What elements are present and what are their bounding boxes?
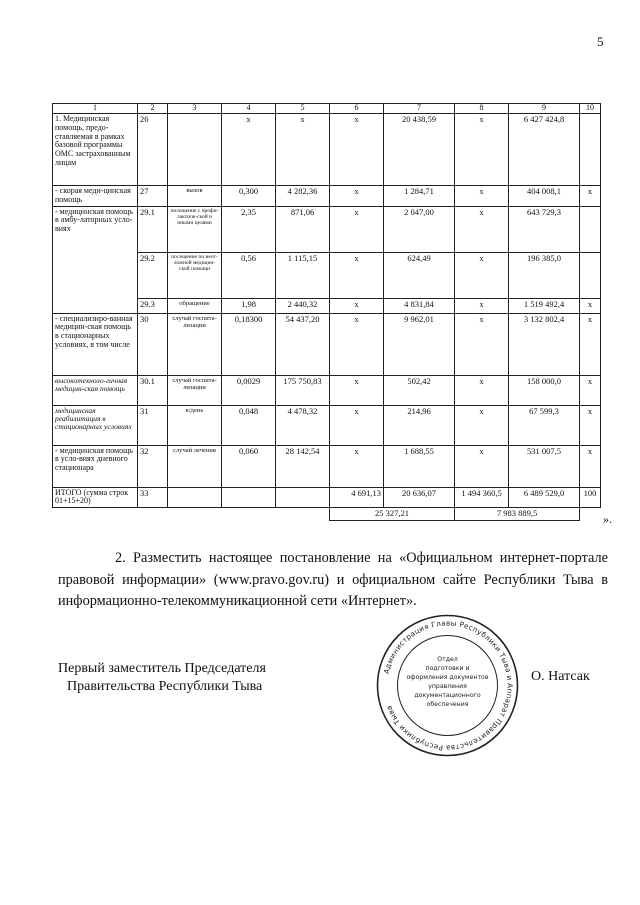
row-unit: случай лечения [168, 445, 222, 487]
row-name: медицинская реабилитация в стационарных условиях [53, 405, 138, 445]
cell: х [455, 206, 509, 252]
row-unit: посещение по неот-ложной медицин-ской помощи [168, 252, 222, 298]
cell: 4 831,84 [384, 298, 455, 313]
col-header: 9 [509, 104, 580, 114]
cell: 54 437,20 [276, 313, 330, 375]
cell [580, 252, 601, 298]
cell: 0,56 [222, 252, 276, 298]
grand-total-row [53, 508, 601, 521]
col-header: 6 [330, 104, 384, 114]
cell: х [580, 186, 601, 207]
row-unit: случай госпита-лизации [168, 375, 222, 405]
row-code: 31 [138, 405, 168, 445]
official-seal [375, 613, 520, 758]
row-code: 29.3 [138, 298, 168, 313]
row-name: ИТОГО (сумма строк 01+15+20) [53, 487, 138, 508]
position-line: Первый заместитель Председателя [58, 661, 266, 676]
cell: 0,060 [222, 445, 276, 487]
row-name: 1. Медицинская помощь, предо-ставляемая в рамках базовой программы ОМС застрахованным лицам [53, 114, 138, 186]
cell: х [330, 405, 384, 445]
row-code: 26 [138, 114, 168, 186]
cell: х [330, 252, 384, 298]
cell: 0,300 [222, 186, 276, 207]
seal-center-line: обеспечения [426, 701, 469, 708]
cell [53, 508, 330, 521]
row-name: - специализиро-ванная медицин-ская помощь в стационарных условиях, в том числе [53, 313, 138, 375]
closing-quote: ». [603, 512, 612, 526]
cell: 0,18300 [222, 313, 276, 375]
total-row [53, 487, 601, 508]
col-header: 3 [168, 104, 222, 114]
cell: х [330, 445, 384, 487]
cell: х [222, 114, 276, 186]
row-code: 33 [138, 487, 168, 508]
table-row [53, 375, 601, 405]
col-header: 5 [276, 104, 330, 114]
cell: 2,35 [222, 206, 276, 252]
cell: 2 440,32 [276, 298, 330, 313]
cell: х [455, 445, 509, 487]
col-header: 8 [455, 104, 509, 114]
cell: 9 962,01 [384, 313, 455, 375]
cell: 214,96 [384, 405, 455, 445]
row-name: - медицинская помощь в амбу-латорных усло-виях [53, 206, 138, 313]
table-header-row [53, 104, 601, 114]
cell: 1 688,55 [384, 445, 455, 487]
tariff-table [52, 103, 601, 521]
cell: 404 008,1 [509, 186, 580, 207]
cell: 2 047,00 [384, 206, 455, 252]
cell: х [330, 206, 384, 252]
cell: х [455, 313, 509, 375]
col-header: 2 [138, 104, 168, 114]
cell: 3 132 802,4 [509, 313, 580, 375]
cell: 20 636,07 [384, 487, 455, 508]
cell: х [455, 375, 509, 405]
signatory-position [58, 660, 266, 696]
seal-center-line: оформления документов [406, 674, 489, 681]
cell: х [330, 186, 384, 207]
table-row [53, 313, 601, 375]
cell: 100 [580, 487, 601, 508]
cell: х [580, 445, 601, 487]
cell: 1 284,71 [384, 186, 455, 207]
cell: х [455, 298, 509, 313]
cell: 1 519 492,4 [509, 298, 580, 313]
cell: 531 007,5 [509, 445, 580, 487]
cell: х [580, 313, 601, 375]
seal-center-line: документационного [414, 692, 481, 699]
cell: 196 385,0 [509, 252, 580, 298]
cell: 28 142,54 [276, 445, 330, 487]
seal-center-line: подготовки и [425, 665, 470, 672]
cell: х [330, 313, 384, 375]
row-unit [168, 487, 222, 508]
cell: 0,0029 [222, 375, 276, 405]
row-unit: случай госпита-лизации [168, 313, 222, 375]
signatory-name: О. Натсак [531, 669, 590, 684]
row-code: 29.1 [138, 206, 168, 252]
cell: х [455, 405, 509, 445]
cell: х [276, 114, 330, 186]
cell: х [330, 298, 384, 313]
cell: 158 000,0 [509, 375, 580, 405]
seal-ring-text: Администрация Главы Республики Тыва и Аппарат Правительства Республики Тыва [381, 618, 515, 753]
cell [580, 114, 601, 186]
table-row [53, 114, 601, 186]
cell: 871,06 [276, 206, 330, 252]
cell: х [330, 114, 384, 186]
cell: 4 282,36 [276, 186, 330, 207]
cell: 1 494 360,5 [455, 487, 509, 508]
table-row [53, 445, 601, 487]
cell: 6 427 424,8 [509, 114, 580, 186]
cell: 502,42 [384, 375, 455, 405]
position-line: Правительства Республики Тыва [67, 679, 263, 694]
cell: 1,98 [222, 298, 276, 313]
resolution-paragraph: 2. Разместить настоящее постановление на «Официальном интернет-портале правовой информации» (www.pravo.gov.ru) и официальном сайте Республики Тыва в информационно-телекоммуникационной сети «Интернет». [58, 550, 608, 609]
cell: х [455, 252, 509, 298]
cell [276, 487, 330, 508]
col-header: 7 [384, 104, 455, 114]
row-unit: обращение [168, 298, 222, 313]
col-header: 10 [580, 104, 601, 114]
row-code: 30 [138, 313, 168, 375]
row-code: 30.1 [138, 375, 168, 405]
cell: 6 489 529,0 [509, 487, 580, 508]
cell: 175 750,83 [276, 375, 330, 405]
seal-center-line: Отдел [437, 656, 458, 663]
row-unit: вызов [168, 186, 222, 207]
grand-total-sum: 7 983 889,5 [455, 508, 580, 521]
grand-total-sum: 25 327,21 [330, 508, 455, 521]
row-code: 29.2 [138, 252, 168, 298]
row-unit: к/день [168, 405, 222, 445]
table-row [53, 186, 601, 207]
col-header: 1 [53, 104, 138, 114]
page-number: 5 [597, 34, 604, 49]
row-unit: посещение с профи-лактиче-ской и иными целями [168, 206, 222, 252]
seal-center-line: управления [428, 683, 467, 690]
col-header: 4 [222, 104, 276, 114]
cell: х [455, 186, 509, 207]
cell: 1 115,15 [276, 252, 330, 298]
table-row [53, 405, 601, 445]
cell: х [580, 405, 601, 445]
cell: 0,048 [222, 405, 276, 445]
cell: 4 478,32 [276, 405, 330, 445]
cell: 643 729,3 [509, 206, 580, 252]
cell: х [580, 375, 601, 405]
row-unit [168, 114, 222, 186]
row-name: высокотехноло-гичная медицин-ская помощь [53, 375, 138, 405]
cell: х [455, 114, 509, 186]
row-name: - медицинская помощь в усло-виях дневного стационара [53, 445, 138, 487]
cell: х [580, 298, 601, 313]
cell: 20 438,59 [384, 114, 455, 186]
cell: 4 691,13 [330, 487, 384, 508]
table-row [53, 206, 601, 252]
cell [580, 206, 601, 252]
row-code: 32 [138, 445, 168, 487]
row-name: - скорая меди-цинская помощь [53, 186, 138, 207]
cell: 67 599,3 [509, 405, 580, 445]
cell: 624,49 [384, 252, 455, 298]
row-code: 27 [138, 186, 168, 207]
cell: х [330, 375, 384, 405]
cell [580, 508, 601, 521]
cell [222, 487, 276, 508]
